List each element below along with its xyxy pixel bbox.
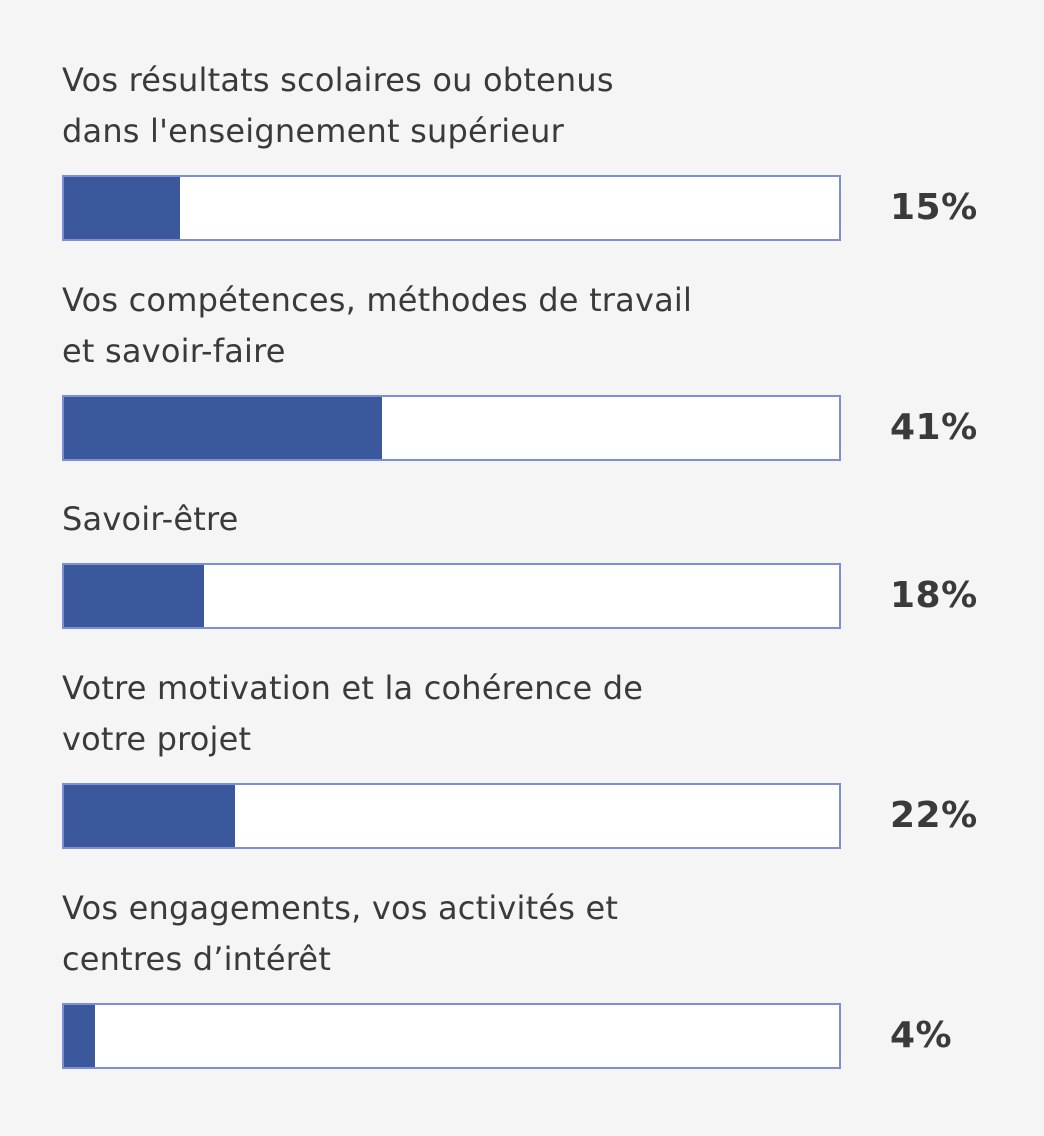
bar-label: Votre motivation et la cohérence de votre projet (62, 669, 644, 758)
bar-item-soft-skills (62, 494, 982, 629)
bar-item-skills (62, 275, 982, 461)
bar-label: Vos engagements, vos activités et centres d’intérêt (62, 889, 619, 978)
bar-label: Vos compétences, méthodes de travail et savoir-faire (62, 281, 693, 370)
bar-track (62, 395, 841, 461)
bar-track (62, 175, 841, 241)
bar-value-label: 4% (890, 1015, 953, 1056)
bar-item-engagements (62, 883, 982, 1069)
bar-row (62, 783, 982, 849)
bar-item-motivation (62, 663, 982, 849)
bar-value-label: 41% (890, 407, 978, 448)
bar-label: Savoir-être (62, 500, 239, 538)
bar-track (62, 1003, 841, 1069)
bar-value-label: 18% (890, 575, 978, 616)
bar-fill (64, 1005, 95, 1067)
bar-track (62, 563, 841, 629)
bar-fill (64, 397, 382, 459)
bar-row (62, 1003, 982, 1069)
bar-row (62, 175, 982, 241)
bar-item-academic-results (62, 55, 982, 241)
bar-row (62, 395, 982, 461)
bar-fill (64, 785, 235, 847)
bar-fill (64, 565, 204, 627)
bar-fill (64, 177, 180, 239)
bar-row (62, 563, 982, 629)
bar-track (62, 783, 841, 849)
bar-value-label: 15% (890, 187, 978, 228)
bar-label: Vos résultats scolaires ou obtenus dans l'enseignement supérieur (62, 61, 614, 150)
bar-value-label: 22% (890, 795, 978, 836)
